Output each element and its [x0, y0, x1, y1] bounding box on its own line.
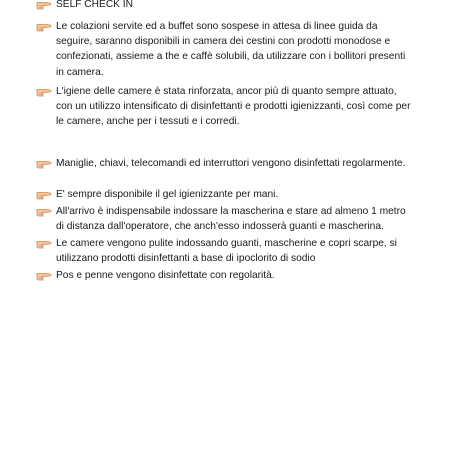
pointing-hand-icon — [36, 206, 52, 217]
pointing-hand-icon — [36, 158, 52, 169]
pointing-hand-icon — [36, 0, 52, 10]
pointing-hand-icon — [36, 86, 52, 97]
item-text: Pos e penne vengono disinfettate con regolarità. — [56, 270, 275, 281]
list-item — [56, 204, 414, 234]
item-text: All'arrivo è indispensabile indossare la mascherina e stare ad almeno 1 metro di distanza dall'operatore, che anch'esso indosserà guanti e mascherina. — [56, 206, 406, 233]
list-item — [56, 236, 414, 266]
item-text: Maniglie, chiavi, telecomandi ed interruttori vengono disinfettati regolarmente. — [56, 158, 406, 169]
pointing-hand-icon — [36, 270, 52, 281]
pointing-hand-icon — [36, 21, 52, 32]
pointing-hand-icon — [36, 238, 52, 249]
pointing-hand-icon — [36, 189, 52, 200]
list-item — [56, 0, 410, 12]
item-text: SELF CHECK IN — [56, 0, 133, 10]
item-text: Le colazioni servite ed a buffet sono sospese in attesa di linee guida da seguire, saranno disponibili in camera dei cestini con prodotti monodose e confezionati, assieme a the e caffè solubili, da utilizzare con i bollitori presenti in camera. — [56, 21, 406, 78]
item-text: L'igiene delle camere è stata rinforzata, ancor più di quanto sempre attuato, con un utilizzo intensificato di disinfettanti e prodotti igienizzanti, così come per le camere, anche per i tessuti e i corredi. — [56, 86, 411, 128]
item-text: Le camere vengono pulite indossando guanti, mascherine e copri scarpe, si utilizzano prodotti disinfettanti a base di ipoclorito di sodio — [56, 238, 397, 265]
list-item — [56, 19, 414, 80]
list-item — [56, 156, 414, 171]
list-item — [56, 187, 414, 202]
list-item — [56, 84, 414, 130]
item-text: E' sempre disponibile il gel igienizzante per mani. — [56, 189, 279, 200]
list-item — [56, 268, 414, 283]
